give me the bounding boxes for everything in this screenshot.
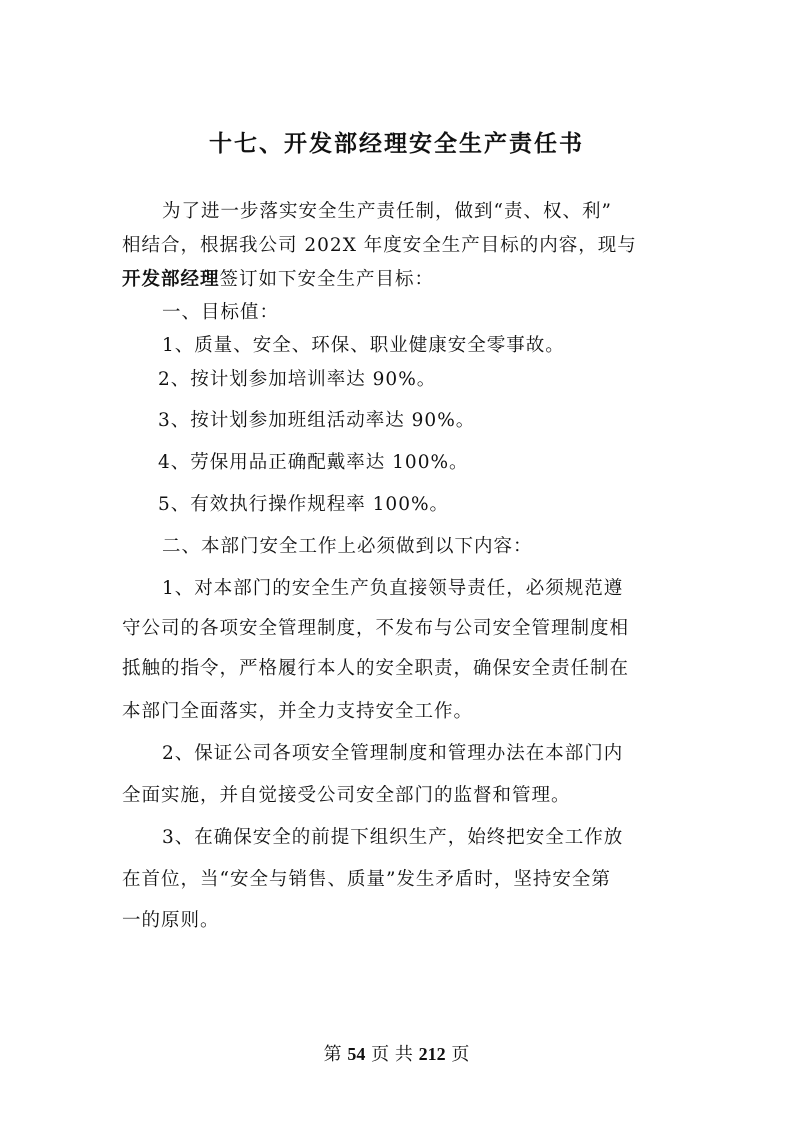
duty-2-line-2: 全面实施，并自觉接受公司安全部门的监督和管理。 [122, 785, 571, 806]
target-item-1: 1、质量、安全、环保、职业健康安全零事故。 [162, 335, 565, 356]
target-item-4: 4、劳保用品正确配戴率达 100%。 [158, 452, 469, 473]
page-footer [0, 1040, 793, 1069]
intro-line-3 [122, 265, 434, 295]
duty-1-line-4: 本部门全面落实，并全力支持安全工作。 [122, 701, 474, 722]
duty-1-line-3: 抵触的指令，严格履行本人的安全职责，确保安全责任制在 [122, 658, 630, 679]
target-item-5: 5、有效执行操作规程率 100%。 [158, 494, 450, 515]
department-name: 开发部经理 [122, 269, 220, 290]
intro-line-2: 相结合，根据我公司 202X 年度安全生产目标的内容，现与 [122, 235, 637, 256]
duty-2-line-1: 2、保证公司各项安全管理制度和管理办法在本部门内 [162, 743, 624, 764]
target-item-3: 3、按计划参加班组活动率达 90%。 [158, 410, 476, 431]
section-2-heading: 二、本部门安全工作上必须做到以下内容： [162, 536, 533, 557]
footer-suffix: 页 [451, 1044, 470, 1065]
duty-3-line-3: 一的原则。 [122, 910, 220, 931]
total-pages-number: 212 [418, 1044, 446, 1064]
footer-middle: 页 共 [371, 1044, 413, 1065]
intro-line-3-rest: 签订如下安全生产目标： [219, 269, 435, 290]
intro-line-1: 为了进一步落实安全生产责任制，做到“责、权、利” [162, 201, 612, 222]
duty-1-line-1: 1、对本部门的安全生产负直接领导责任，必须规范遵 [162, 578, 624, 599]
target-item-2: 2、按计划参加培训率达 90%。 [158, 369, 437, 390]
duty-3-line-1: 3、在确保安全的前提下组织生产，始终把安全工作放 [162, 827, 624, 848]
footer-prefix: 第 [323, 1044, 342, 1065]
current-page-number: 54 [347, 1044, 366, 1064]
duty-1-line-2: 守公司的各项安全管理制度，不发布与公司安全管理制度相 [122, 618, 630, 639]
section-1-heading: 一、目标值： [162, 302, 280, 323]
document-title: 十七、开发部经理安全生产责任书 [209, 130, 584, 157]
duty-3-line-2: 在首位，当“安全与销售、质量”发生矛盾时，坚持安全第 [122, 869, 611, 890]
